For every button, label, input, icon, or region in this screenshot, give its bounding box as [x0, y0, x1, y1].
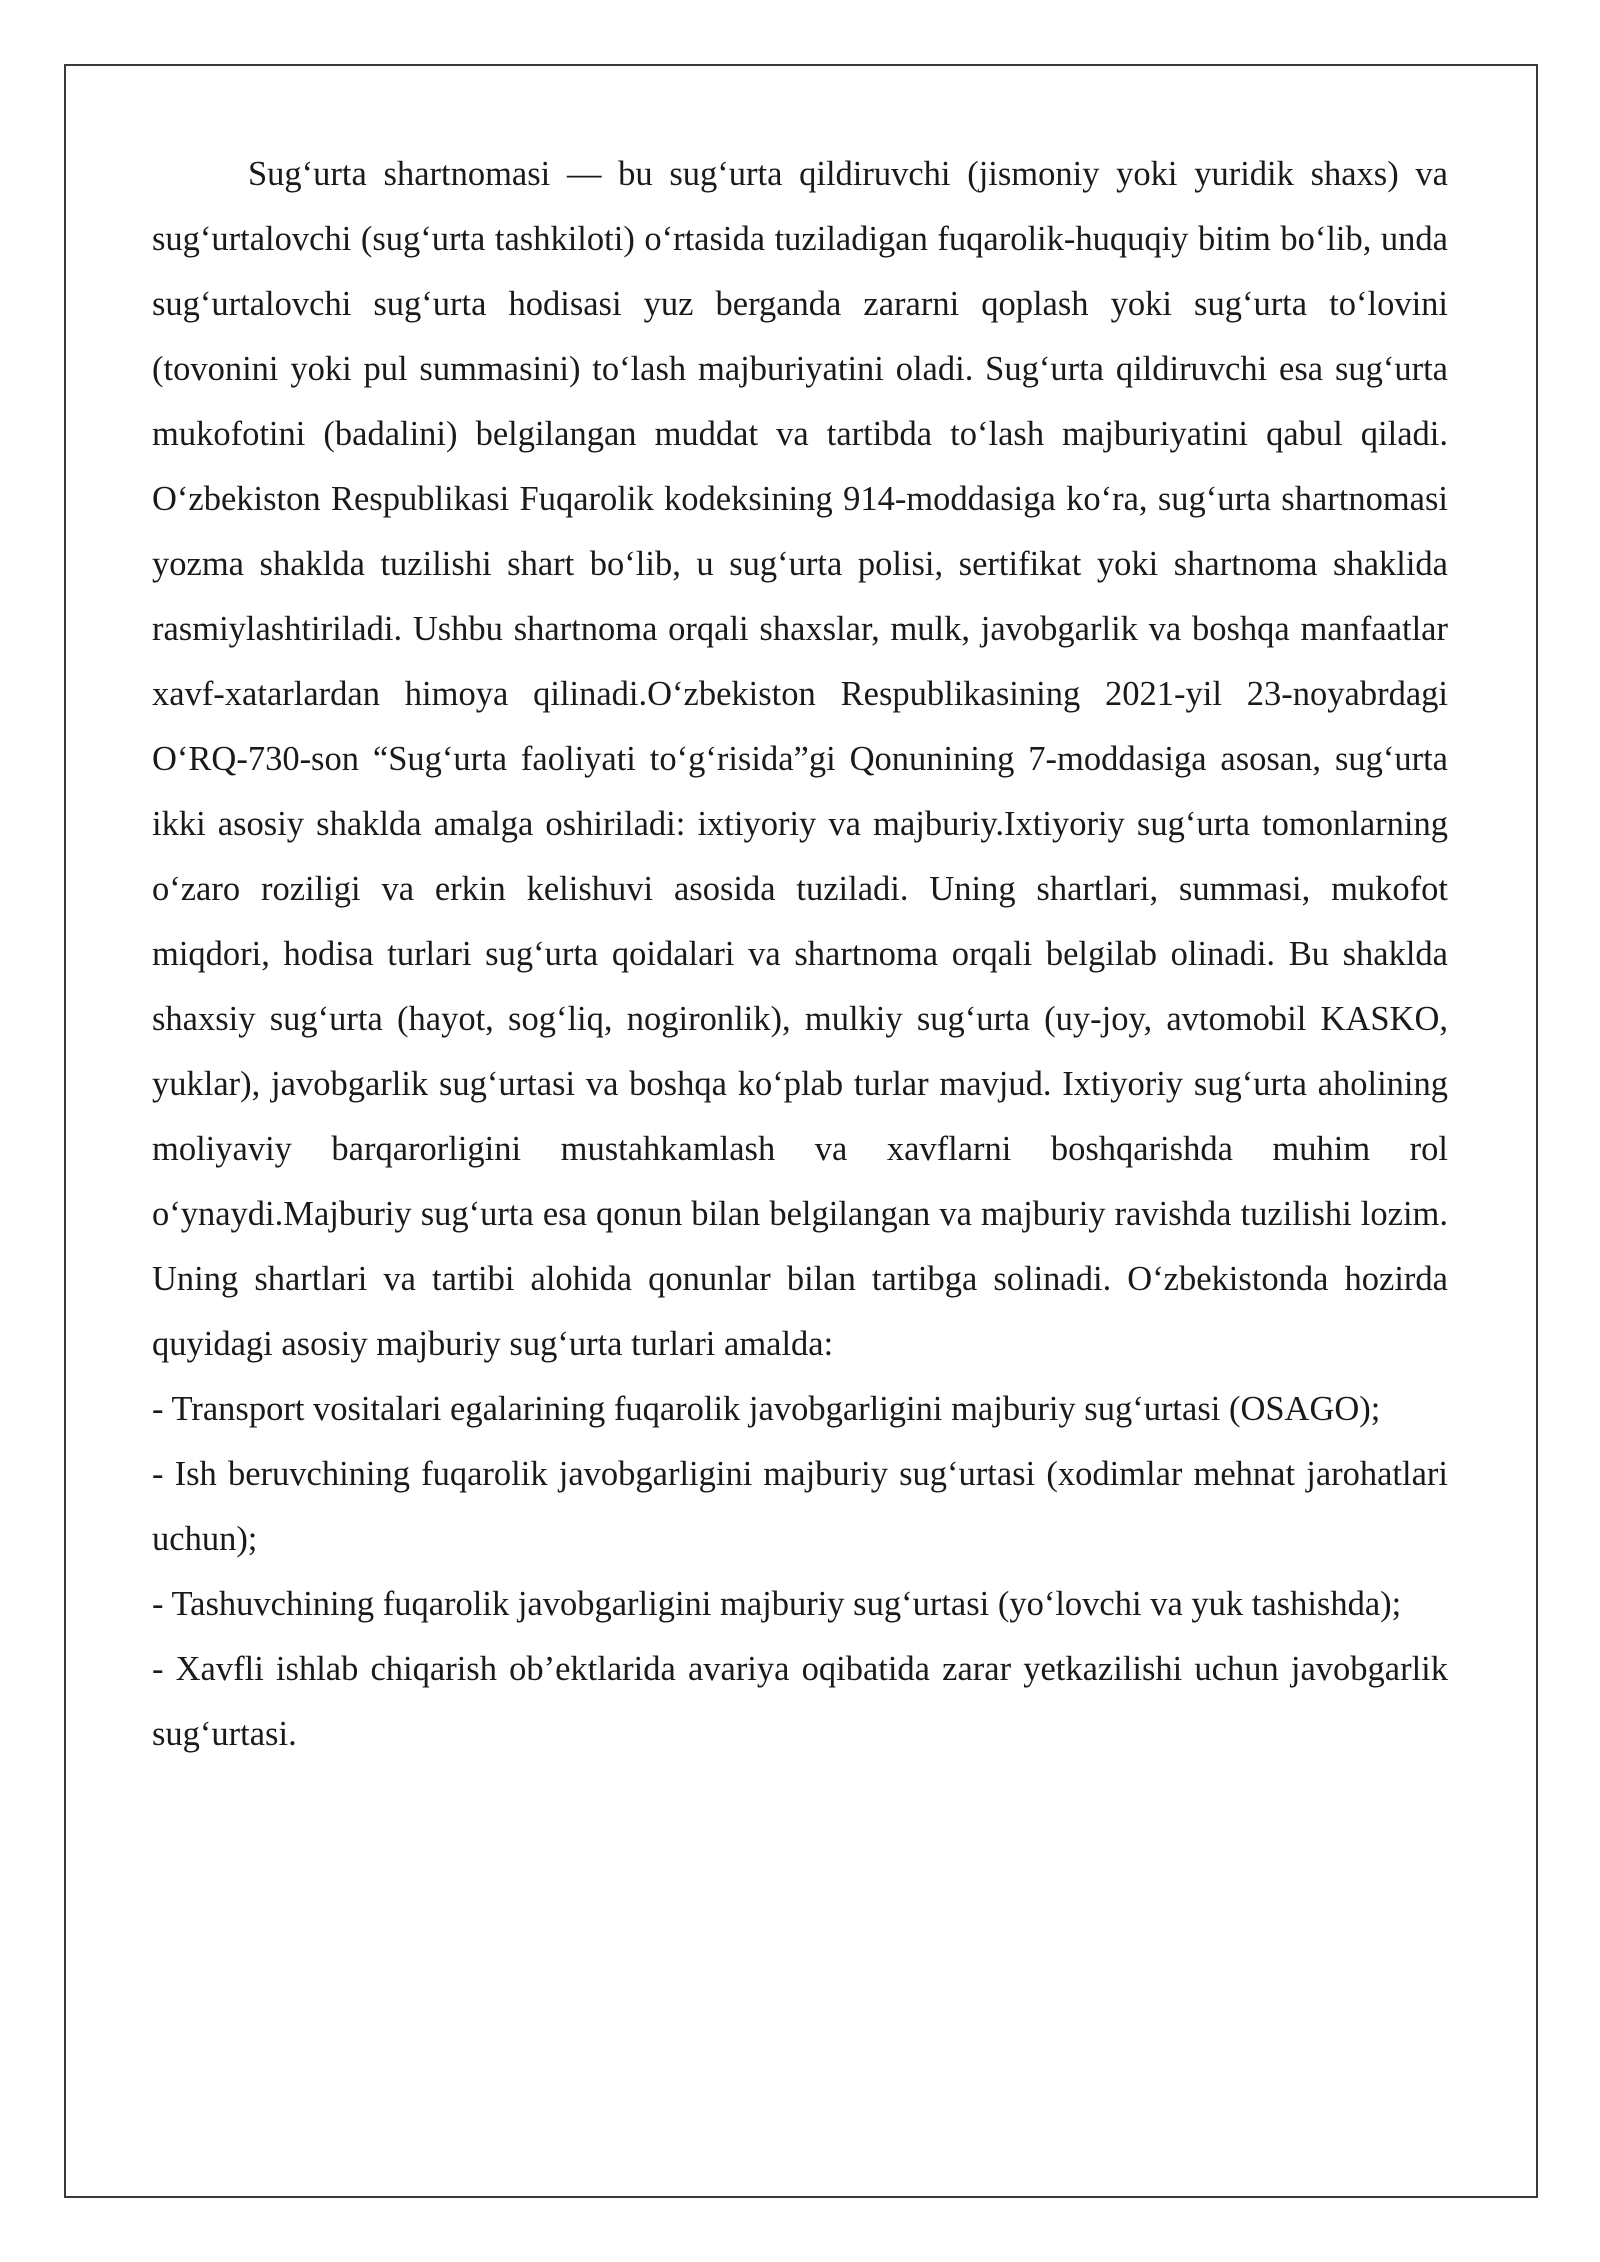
list-item-hazardous-facilities: - Xavfli ishlab chiqarish ob’ektlarida avariya oqibatida zarar yetkazilishi uchun javobgarlik sug‘urtasi. — [152, 1650, 1448, 1753]
main-paragraph: Sug‘urta shartnomasi — bu sug‘urta qildiruvchi (jismoniy yoki yuridik shaxs) va sug‘urtalovchi (sug‘urta tashkiloti) o‘rtasida tuziladigan fuqarolik-huquqiy bitim bo‘lib, unda sug‘urtalovchi sug‘urta hodisasi yuz berganda zararni qoplash yoki sug‘urta to‘lovini (tovonini yoki pul summasini) to‘lash majburiyatini oladi. Sug‘urta qildiruvchi esa sug‘urta mukofotini (badalini) belgilangan muddat va tartibda to‘lash majburiyatini qabul qiladi. O‘zbekiston Respublikasi Fuqarolik kodeksining 914-moddasiga ko‘ra, sug‘urta shartnomasi yozma shaklda tuzilishi shart bo‘lib, u sug‘urta polisi, sertifikat yoki shartnoma shaklida rasmiylashtiriladi. Ushbu shartnoma orqali shaxslar, mulk, javobgarlik va boshqa manfaatlar xavf-xatarlardan himoya qilinadi.O‘zbekiston Respublikasining 2021-yil 23-noyabrdagi O‘RQ-730-son “Sug‘urta faoliyati to‘g‘risida”gi Qonunining 7-moddasiga asosan, sug‘urta ikki asosiy shaklda amalga oshiriladi: ixtiyoriy va majburiy.Ixtiyoriy sug‘urta tomonlarning o‘zaro roziligi va erkin kelishuvi asosida tuziladi. Uning shartlari, summasi, mukofot miqdori, hodisa turlari sug‘urta qoidalari va shartnoma orqali belgilab olinadi. Bu shaklda shaxsiy sug‘urta (hayot, sog‘liq, nogironlik), mulkiy sug‘urta (uy-joy, avtomobil KASKO, yuklar), javobgarlik sug‘urtasi va boshqa ko‘plab turlar mavjud. Ixtiyoriy sug‘urta aholining moliyaviy barqarorligini mustahkamlash va xavflarni boshqarishda muhim rol o‘ynaydi.Majburiy sug‘urta esa qonun bilan belgilangan va majburiy ravishda tuzilishi lozim. Uning shartlari va tartibi alohida qonunlar bilan tartibga solinadi. O‘zbekistonda hozirda quyidagi asosiy majburiy sug‘urta turlari amalda: — [152, 155, 1448, 1363]
document-body — [152, 142, 1448, 1767]
list-item-employer-liability: - Ish beruvchining fuqarolik javobgarligini majburiy sug‘urtasi (xodimlar mehnat jarohatlari uchun); — [152, 1455, 1448, 1558]
list-item-osago: - Transport vositalari egalarining fuqarolik javobgarligini majburiy sug‘urtasi (OSAGO); — [152, 1390, 1381, 1428]
list-item-carrier-liability: - Tashuvchining fuqarolik javobgarligini majburiy sug‘urtasi (yo‘lovchi va yuk tashishda); — [152, 1585, 1402, 1623]
